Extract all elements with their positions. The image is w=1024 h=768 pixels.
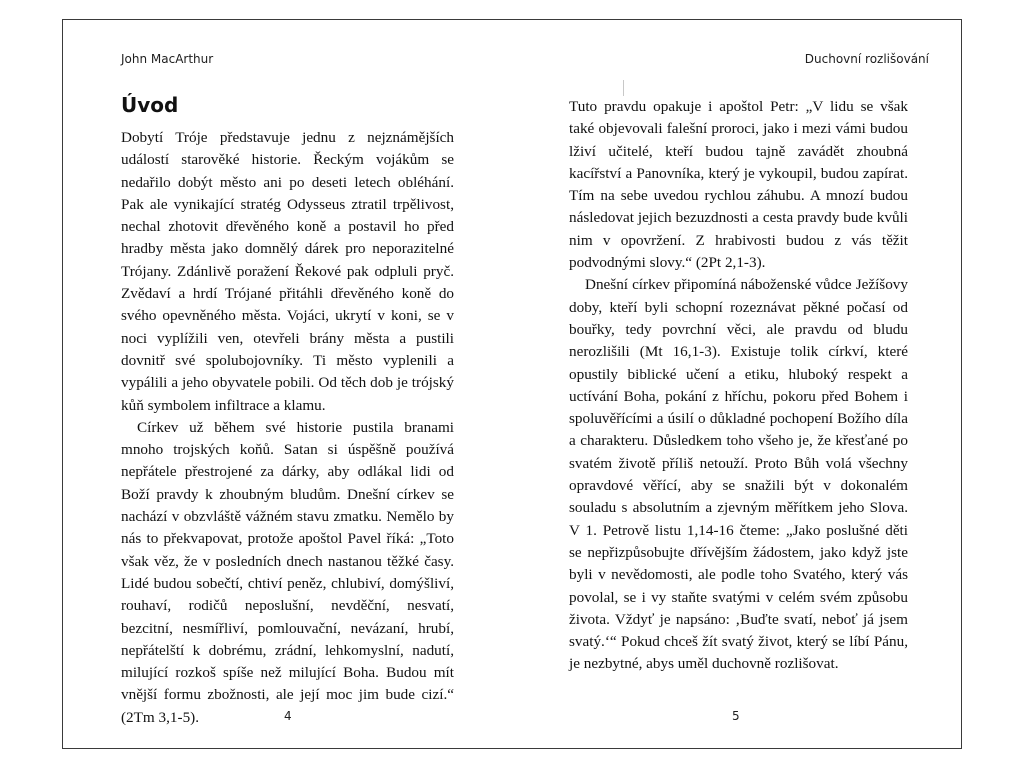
page-number: 5	[732, 709, 740, 723]
left-page	[63, 20, 513, 748]
paragraph: Církev už během své historie pustila branami mnoho trojských koňů. Satan si úspěšně používá nepřátele přestrojené za dárky, aby odlákal lidi od Boží pravdy k zhoubným bludům. Dnešní církev se nachází v obzvláště vážném stavu zmatku. Nemělo by nás to překvapovat, protože apoštol Pavel říká: „Toto však věz, že v posledních dnech nastanou těžké časy. Lidé budou sobečtí, chtiví peněz, chlubiví, domýšliví, rouhaví, rodičů neposlušní, nevděční, nesvatí, bezcitní, nesmířliví, pomlouvační, nevázaní, hrubí, nepřátelští k dobrému, zrádní, lehkomyslní, nadutí, milující rozkoš spíše než milující Boha. Budou mít vnější formu zbožnosti, ale její moc jim bude cizí.“ (2Tm 3,1-5).	[121, 418, 454, 726]
book-spread	[62, 19, 962, 749]
right-page	[513, 20, 961, 748]
running-head-author: John MacArthur	[121, 52, 214, 66]
page-number: 4	[284, 709, 292, 723]
scan-mark	[623, 80, 624, 96]
paragraph: Dobytí Tróje představuje jednu z nejznámějších událostí starověké historie. Řeckým vojákům se nedařilo dobýt město ani po deseti letech obléhání. Pak ale vynikající stratég Odysseus ztratil trpělivost, nechal zhotovit dřevěného koně a postavil ho před hradby města jako domnělý dárek pro neporazitelné Trójany. Zdánlivě poražení Řekové pak odpluli pryč. Zvědaví a hrdí Trójané přitáhli dřevěného koně do svého opevněného města. Vojáci, ukrytí v koni, se v noci vyplížili ven, otevřeli brány města a pustili dovnitř své spolubojovníky. Ti město vyplenili a vypálili a jeho obyvatele pobili. Od těch dob je trójský kůň symbolem infiltrace a klamu.	[121, 129, 454, 414]
paragraph: Dnešní církev připomíná náboženské vůdce Ježíšovy doby, kteří byli schopní rozeznávat pěkné počasí od bouřky, tedy povrchní věci, ale pravdu od bludu nerozlišili (Mt 16,1-3). Existuje tolik církví, které opustily biblické učení a etiku, hluboký respekt a uctívání Boha, pokání z hříchu, pokoru před Bohem i spoluvěřícími a úsilí o důkladné pochopení Božího díla a charakteru. Důsledkem toho všeho je, že křesťané po svatém životě příliš netouží. Proto Bůh volá všechny opravdové věřící, aby se snažili být v dokonalém souladu s absolutním a zjevným měřítkem jeho Slova. V 1. Petrově listu 1,14-16 čteme: „Jako poslušné děti se nepřizpůsobujte dřívějším žádostem, jako když jste byli v nevědomosti, ale podle toho Svatého, který vás povolal, se i vy staňte svatými v celém svém způsobu života. Vždyť je napsáno: ‚Buďte svatí, neboť já jsem svatý.‘“ Pokud chceš žít svatý život, který se líbí Pánu, je nezbytné, abys uměl duchovně rozlišovat.	[569, 276, 908, 673]
chapter-title: Úvod	[121, 93, 179, 117]
left-body-text	[121, 127, 454, 729]
paragraph: Tuto pravdu opakuje i apoštol Petr: „V lidu se však také objevovali falešní proroci, jako i mezi vámi budou lživí učitelé, kteří budou tajně zavádět zhoubná kacířství a Panovníka, který je vykoupil, budou zapírat. Tím na sebe uvedou rychlou záhubu. A mnozí budou následovat jejich bezuzdnosti a cesta pravdy bude kvůli nim v opovržení. Z hrabivosti budou z vás těžit podvodnými slovy.“ (2Pt 2,1-3).	[569, 98, 908, 272]
right-body-text	[569, 96, 908, 676]
running-head-title: Duchovní rozlišování	[804, 52, 929, 66]
